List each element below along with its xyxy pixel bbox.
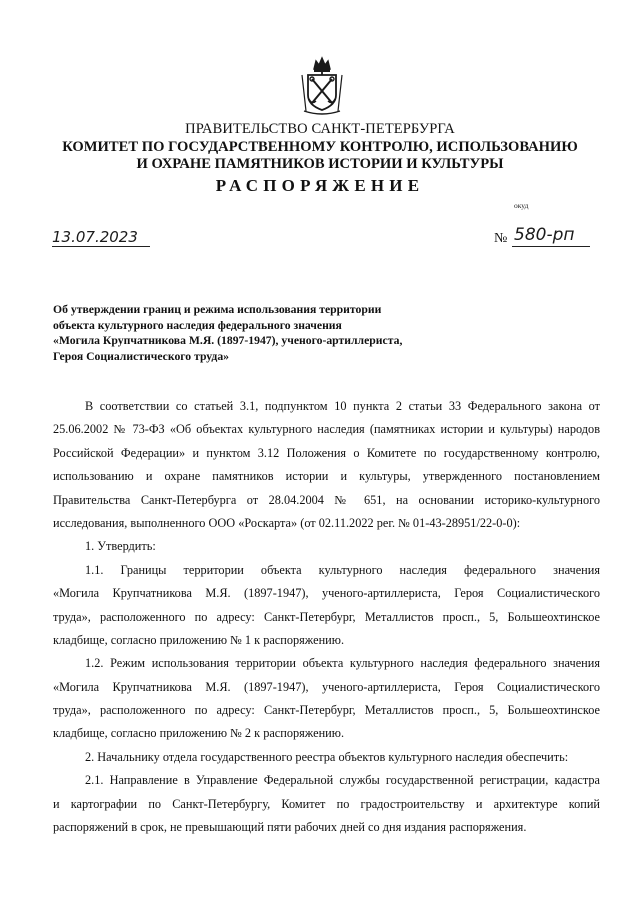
body-line: распоряжений в срок, не превышающий пяти рабочих дней со дня издания распоряжения. [53, 820, 527, 835]
document-subject [53, 302, 473, 364]
document-type: РАСПОРЯЖЕНИЕ [215, 176, 425, 195]
date-underline [52, 246, 150, 247]
subject-line: «Могила Крупчатникова М.Я. (1897-1947), ученого-артиллериста, [53, 334, 403, 348]
document-number: 580-рп [514, 225, 575, 245]
body-line: Российской Федерации» и пунктом 3.12 Положения о Комитете по государственному контролю, [53, 445, 600, 460]
body-line: кладбище, согласно приложению № 2 к распоряжению. [53, 726, 345, 741]
body-line: исследования, выполненного ООО «Роскарта» (от 02.11.2022 рег. № 01-43-28951/22-0-0): [53, 515, 521, 530]
body-line: труда», расположенного по адресу: Санкт-Петербург, Металлистов просп., 5, Большеохтинское [53, 703, 600, 718]
document-body [53, 398, 600, 842]
committee-name-line-2: И ОХРАНЕ ПАМЯТНИКОВ ИСТОРИИ И КУЛЬТУРЫ [136, 156, 504, 172]
body-line: 2.1. Направление в Управление Федеральной службы государственной регистрации, кадастра [85, 773, 600, 788]
document-date: 13.07.2023 [52, 228, 138, 246]
body-line: «Могила Крупчатникова М.Я. (1897-1947), ученого-артиллериста, Героя Социалистического [53, 679, 600, 694]
body-line: труда», расположенного по адресу: Санкт-Петербург, Металлистов просп., 5, Большеохтинское [53, 609, 600, 624]
subject-line: Героя Социалистического труда» [53, 349, 230, 363]
coat-of-arms-icon [296, 55, 348, 117]
number-sign: № [494, 231, 508, 246]
subject-line: объекта культурного наследия федерального значения [53, 318, 342, 332]
okud-label: окуд [514, 201, 529, 210]
committee-name-line-1: КОМИТЕТ ПО ГОСУДАРСТВЕННОМУ КОНТРОЛЮ, ИСПОЛЬЗОВАНИЮ [62, 139, 578, 155]
body-line: «Могила Крупчатникова М.Я. (1897-1947), ученого-артиллериста, Героя Социалистического [53, 586, 600, 601]
body-line: В соответствии со статьей 3.1, подпунктом 10 пункта 2 статьи 33 Федерального закона от [85, 399, 600, 413]
body-line: 2. Начальнику отдела государственного реестра объектов культурного наследия обеспечить: [85, 749, 569, 764]
body-line: Правительства Санкт-Петербурга от 28.04.2004 № 651, на основании историко-культурного [53, 492, 600, 507]
body-line: 25.06.2002 № 73-ФЗ «Об объектах культурного наследия (памятниках истории и культуры) народов [53, 422, 600, 437]
subject-line: Об утверждении границ и режима использования территории [53, 303, 382, 316]
body-line: 1.2. Режим использования территории объекта культурного наследия федерального значения [85, 656, 600, 671]
government-name: ПРАВИТЕЛЬСТВО САНКТ-ПЕТЕРБУРГА [185, 121, 455, 137]
number-underline [512, 246, 590, 247]
body-line: и картографии по Санкт-Петербургу, Комитет по градостроительству и архитектуре копий [53, 796, 600, 811]
body-line: 1. Утвердить: [85, 539, 156, 554]
body-line: кладбище, согласно приложению № 1 к распоряжению. [53, 632, 345, 647]
body-line: 1.1. Границы территории объекта культурного наследия федерального значения [85, 562, 600, 577]
body-line: использованию и охране памятников истории и культуры, утвержденного постановлением [53, 469, 600, 484]
